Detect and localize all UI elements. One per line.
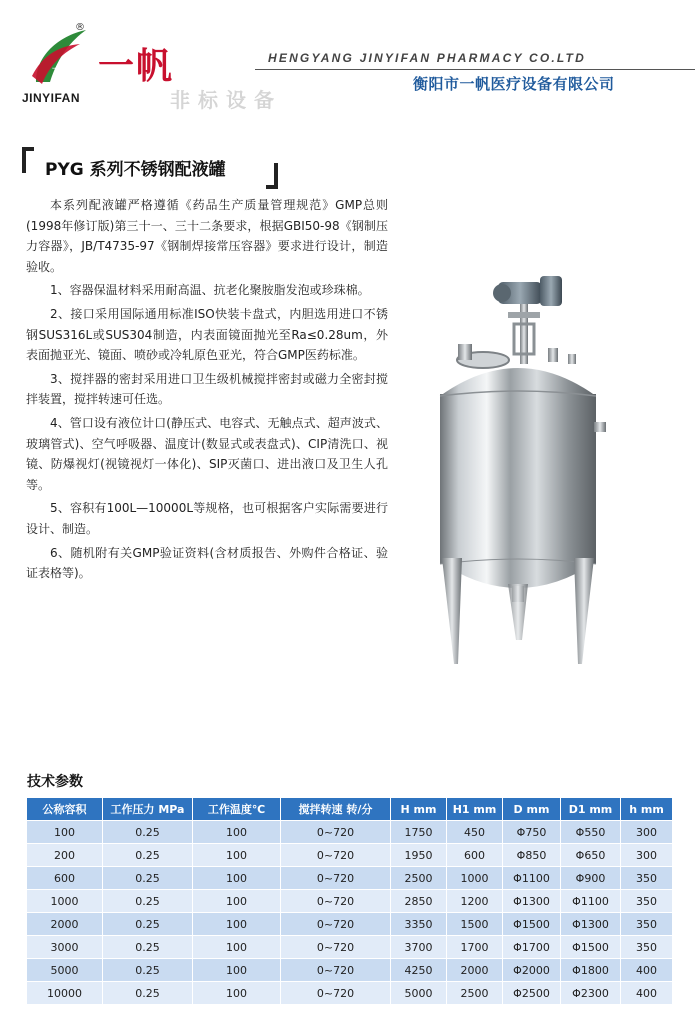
table-cell: 200 [27,844,103,867]
table-cell: 100 [193,821,281,844]
paragraph-item-4: 4、管口设有液位计口(静压式、电容式、无触点式、超声波式、玻璃管式)、空气呼吸器、温度计(数显式或表盘式)、CIP清洗口、视镜、防爆视灯(视镜视灯一体化)、SIP灭菌口、进出液口及卫生人孔等。 [26,415,388,492]
table-cell: 100 [193,959,281,982]
table-row [27,867,673,890]
table-cell: 100 [193,890,281,913]
description-text [26,195,388,587]
tank-product-image [428,268,608,670]
title-bracket-left [22,147,34,173]
table-cell: 350 [621,867,673,890]
table-cell: 0.25 [103,844,193,867]
table-cell: 400 [621,959,673,982]
table-cell: 2850 [391,890,447,913]
table-cell: 100 [193,867,281,890]
table-cell: 100 [193,936,281,959]
table-cell: 100 [193,982,281,1005]
leaf-logo-icon [28,26,90,88]
table-cell: 0~720 [281,821,391,844]
table-cell: Φ900 [561,867,621,890]
paragraph-item-6: 6、随机附有关GMP验证资料(含材质报告、外购件合格证、验证表格等)。 [26,545,388,581]
table-cell: 1000 [447,867,503,890]
table-cell: 350 [621,936,673,959]
column-header: 搅拌转速 转/分 [281,798,391,821]
table-cell: 3000 [27,936,103,959]
table-cell: 350 [621,890,673,913]
logo-latin-text: JINYIFAN [22,91,81,105]
table-cell: Φ750 [503,821,561,844]
table-cell: Φ2300 [561,982,621,1005]
table-row [27,913,673,936]
table-cell: Φ850 [503,844,561,867]
column-header: H1 mm [447,798,503,821]
table-cell: 2000 [447,959,503,982]
table-cell: 100 [27,821,103,844]
table-cell: 2500 [391,867,447,890]
brand-name: 一帆 [98,45,175,87]
brand-subtitle: 非标设备 [170,88,282,112]
table-cell: 0.25 [103,982,193,1005]
table-cell: 350 [621,913,673,936]
column-header: h mm [621,798,673,821]
table-row [27,959,673,982]
table-cell: 1000 [27,890,103,913]
page-title: PYG 系列不锈钢配液罐 [45,160,226,180]
table-cell: 0~720 [281,936,391,959]
table-cell: 5000 [27,959,103,982]
table-cell: 600 [447,844,503,867]
table-cell: 300 [621,821,673,844]
logo-mark-text: 一帆 [52,65,71,75]
table-cell: 0.25 [103,913,193,936]
table-cell: Φ1100 [561,890,621,913]
header-divider [255,69,695,70]
table-cell: 3350 [391,913,447,936]
registered-mark: ® [75,22,85,33]
table-cell: Φ650 [561,844,621,867]
column-header: D mm [503,798,561,821]
company-name-english: HENGYANG JINYIFAN PHARMACY CO.LTD [268,51,586,65]
table-cell: 0.25 [103,936,193,959]
table-cell: 100 [193,913,281,936]
table-cell: 10000 [27,982,103,1005]
column-header: H mm [391,798,447,821]
table-cell: 0.25 [103,959,193,982]
table-cell: 4250 [391,959,447,982]
table-cell: 3700 [391,936,447,959]
table-cell: 1950 [391,844,447,867]
table-cell: Φ1300 [503,890,561,913]
table-cell: 300 [621,844,673,867]
table-header-row [27,798,673,821]
paragraph-intro: 本系列配液罐严格遵循《药品生产质量管理规范》GMP总则(1998年修订版)第三十一、三十二条要求，根据GBI50-98《钢制压力容器》，JB/T4735-97《钢制焊接常压容器》要求进行设计，制造验收。 [26,198,388,274]
table-cell: Φ1500 [561,936,621,959]
table-row [27,982,673,1005]
table-cell: 0~720 [281,867,391,890]
table-cell: 0~720 [281,959,391,982]
table-cell: 1750 [391,821,447,844]
table-cell: 1200 [447,890,503,913]
table-cell: Φ1700 [503,936,561,959]
table-cell: Φ550 [561,821,621,844]
table-cell: 100 [193,844,281,867]
table-cell: 1500 [447,913,503,936]
table-cell: 450 [447,821,503,844]
table-cell: Φ2000 [503,959,561,982]
paragraph-item-3: 3、搅拌器的密封采用进口卫生级机械搅拌密封或磁力全密封搅拌装置，搅拌转速可任选。 [26,371,388,407]
table-row [27,936,673,959]
table-cell: Φ1100 [503,867,561,890]
table-cell: 0.25 [103,890,193,913]
table-cell: Φ1500 [503,913,561,936]
table-cell: 0~720 [281,982,391,1005]
paragraph-item-1: 1、容器保温材料采用耐高温、抗老化聚胺脂发泡或珍珠棉。 [50,283,370,298]
table-cell: 2000 [27,913,103,936]
table-title: 技术参数 [27,774,83,790]
table-cell: Φ2500 [503,982,561,1005]
column-header: 工作压力 MPa [103,798,193,821]
table-cell: 0~720 [281,890,391,913]
table-cell: 600 [27,867,103,890]
title-bracket-right [266,163,278,189]
table-cell: 0~720 [281,913,391,936]
paragraph-item-2: 2、接口采用国际通用标准ISO快装卡盘式，内胆选用进口不锈钢SUS316L或SUS304制造，内表面镜面抛光至Ra≤0.28um，外表面抛亚光、镜面、喷砂或冷轧原色亚光，符合GMP医药标准。 [26,306,388,363]
company-name-chinese: 衡阳市一帆医疗设备有限公司 [413,75,615,93]
table-cell: 400 [621,982,673,1005]
table-cell: 2500 [447,982,503,1005]
spec-table [26,797,673,1005]
table-cell: Φ1300 [561,913,621,936]
table-cell: 1700 [447,936,503,959]
table-cell: 0.25 [103,821,193,844]
column-header: 公称容积 [27,798,103,821]
column-header: 工作温度℃ [193,798,281,821]
paragraph-item-5: 5、容积有100L—10000L等规格，也可根据客户实际需要进行设计、制造。 [26,501,388,536]
table-row [27,890,673,913]
table-cell: Φ1800 [561,959,621,982]
table-row [27,844,673,867]
table-row [27,821,673,844]
table-cell: 5000 [391,982,447,1005]
column-header: D1 mm [561,798,621,821]
table-cell: 0.25 [103,867,193,890]
table-cell: 0~720 [281,844,391,867]
